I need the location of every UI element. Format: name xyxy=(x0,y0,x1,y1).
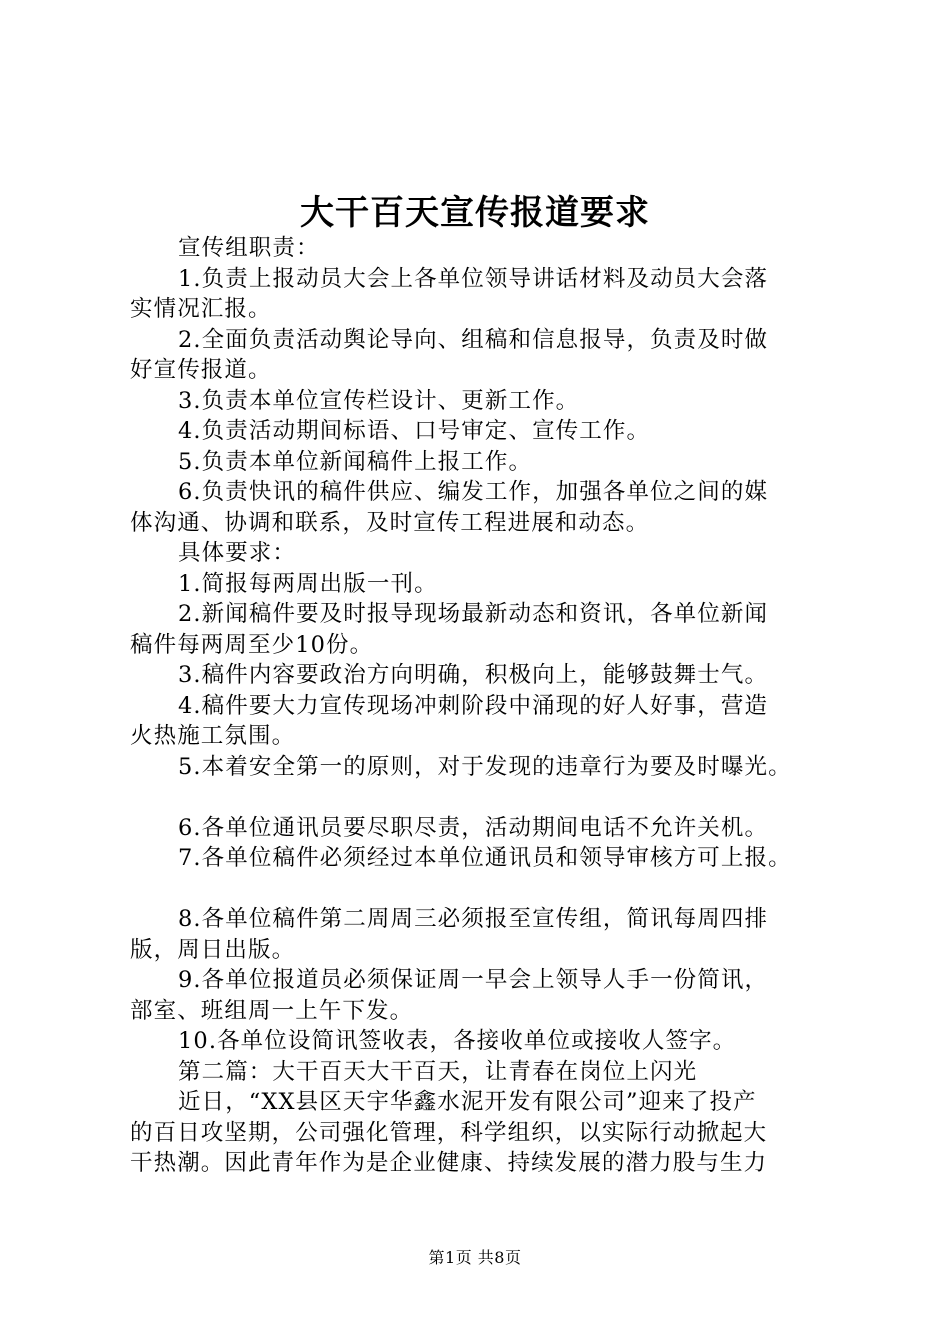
page-footer: 第1页 共8页 xyxy=(428,1248,522,1267)
blank-line xyxy=(130,874,850,905)
text-line: 宣传组职责： xyxy=(178,235,320,261)
paragraph xyxy=(130,752,850,783)
paragraph xyxy=(130,477,850,538)
paragraph xyxy=(130,691,850,752)
text-line: 火热施工氛围。 xyxy=(130,723,296,749)
text-line: 5.负责本单位新闻稿件上报工作。 xyxy=(178,448,533,475)
text-line: 1.负责上报动员大会上各单位领导讲话材料及动员大会落 xyxy=(178,265,769,292)
text-line: 4.负责活动期间标语、口号审定、宣传工作。 xyxy=(178,418,651,444)
paragraph xyxy=(130,843,850,874)
text-line: 版，周日出版。 xyxy=(130,936,296,963)
text-line: 2.新闻稿件要及时报导现场最新动态和资讯，各单位新闻 xyxy=(178,601,769,627)
paragraph xyxy=(130,416,850,447)
paragraph xyxy=(130,599,850,660)
text-line: 7.各单位稿件必须经过本单位通讯员和领导审核方可上报。 xyxy=(178,845,792,871)
text-line: 6.各单位通讯员要尽职尽责，活动期间电话不允许关机。 xyxy=(178,814,769,841)
text-line: 具体要求： xyxy=(178,540,297,566)
paragraph xyxy=(130,1087,850,1179)
paragraph xyxy=(130,1057,850,1088)
text-line: 好宣传报道。 xyxy=(130,357,272,383)
text-line: 4.稿件要大力宣传现场冲刺阶段中涌现的好人好事，营造 xyxy=(178,692,769,719)
text-line: 第二篇：大干百天大干百天，让青春在岗位上闪光 xyxy=(178,1058,698,1085)
text-line: 10.各单位设简讯签收表，各接收单位或接收人签字。 xyxy=(178,1028,737,1054)
document-body xyxy=(130,233,850,1179)
paragraph xyxy=(130,386,850,417)
text-line: 部室、班组周一上午下发。 xyxy=(130,997,414,1024)
paragraph xyxy=(130,965,850,1026)
paragraph xyxy=(130,904,850,965)
paragraph xyxy=(130,660,850,691)
text-line: 干热潮。因此青年作为是企业健康、持续发展的潜力股与生力 xyxy=(130,1150,768,1176)
text-line: 稿件每两周至少10份。 xyxy=(130,631,374,658)
paragraph xyxy=(130,447,850,478)
text-line: 3.负责本单位宣传栏设计、更新工作。 xyxy=(178,387,580,414)
text-line: 8.各单位稿件第二周周三必须报至宣传组，简讯每周四排 xyxy=(178,906,769,932)
paragraph xyxy=(130,569,850,600)
paragraph xyxy=(130,538,850,569)
blank-line xyxy=(130,782,850,813)
paragraph xyxy=(130,233,850,264)
text-line: 实情况汇报。 xyxy=(130,296,272,322)
paragraph xyxy=(130,264,850,325)
paragraph xyxy=(130,325,850,386)
text-line: 的百日攻坚期，公司强化管理，科学组织，以实际行动掀起大 xyxy=(130,1119,768,1146)
text-line: 5.本着安全第一的原则，对于发现的违章行为要及时曝光。 xyxy=(178,753,792,780)
text-line: 6.负责快讯的稿件供应、编发工作，加强各单位之间的媒 xyxy=(178,479,769,505)
paragraph xyxy=(130,1026,850,1057)
text-line: 2.全面负责活动舆论导向、组稿和信息报导，负责及时做 xyxy=(178,326,769,353)
text-line: 近日，“XX县区天宇华鑫水泥开发有限公司”迎来了投产 xyxy=(178,1089,757,1115)
text-line: 体沟通、协调和联系，及时宣传工程进展和动态。 xyxy=(130,509,650,536)
text-line: 3.稿件内容要政治方向明确，积极向上，能够鼓舞士气。 xyxy=(178,662,769,688)
page-title: 大干百天宣传报道要求 xyxy=(300,193,650,233)
paragraph xyxy=(130,813,850,844)
text-line: 1.简报每两周出版一刊。 xyxy=(178,570,438,597)
text-line: 9.各单位报道员必须保证周一早会上领导人手一份简讯， xyxy=(178,967,769,993)
